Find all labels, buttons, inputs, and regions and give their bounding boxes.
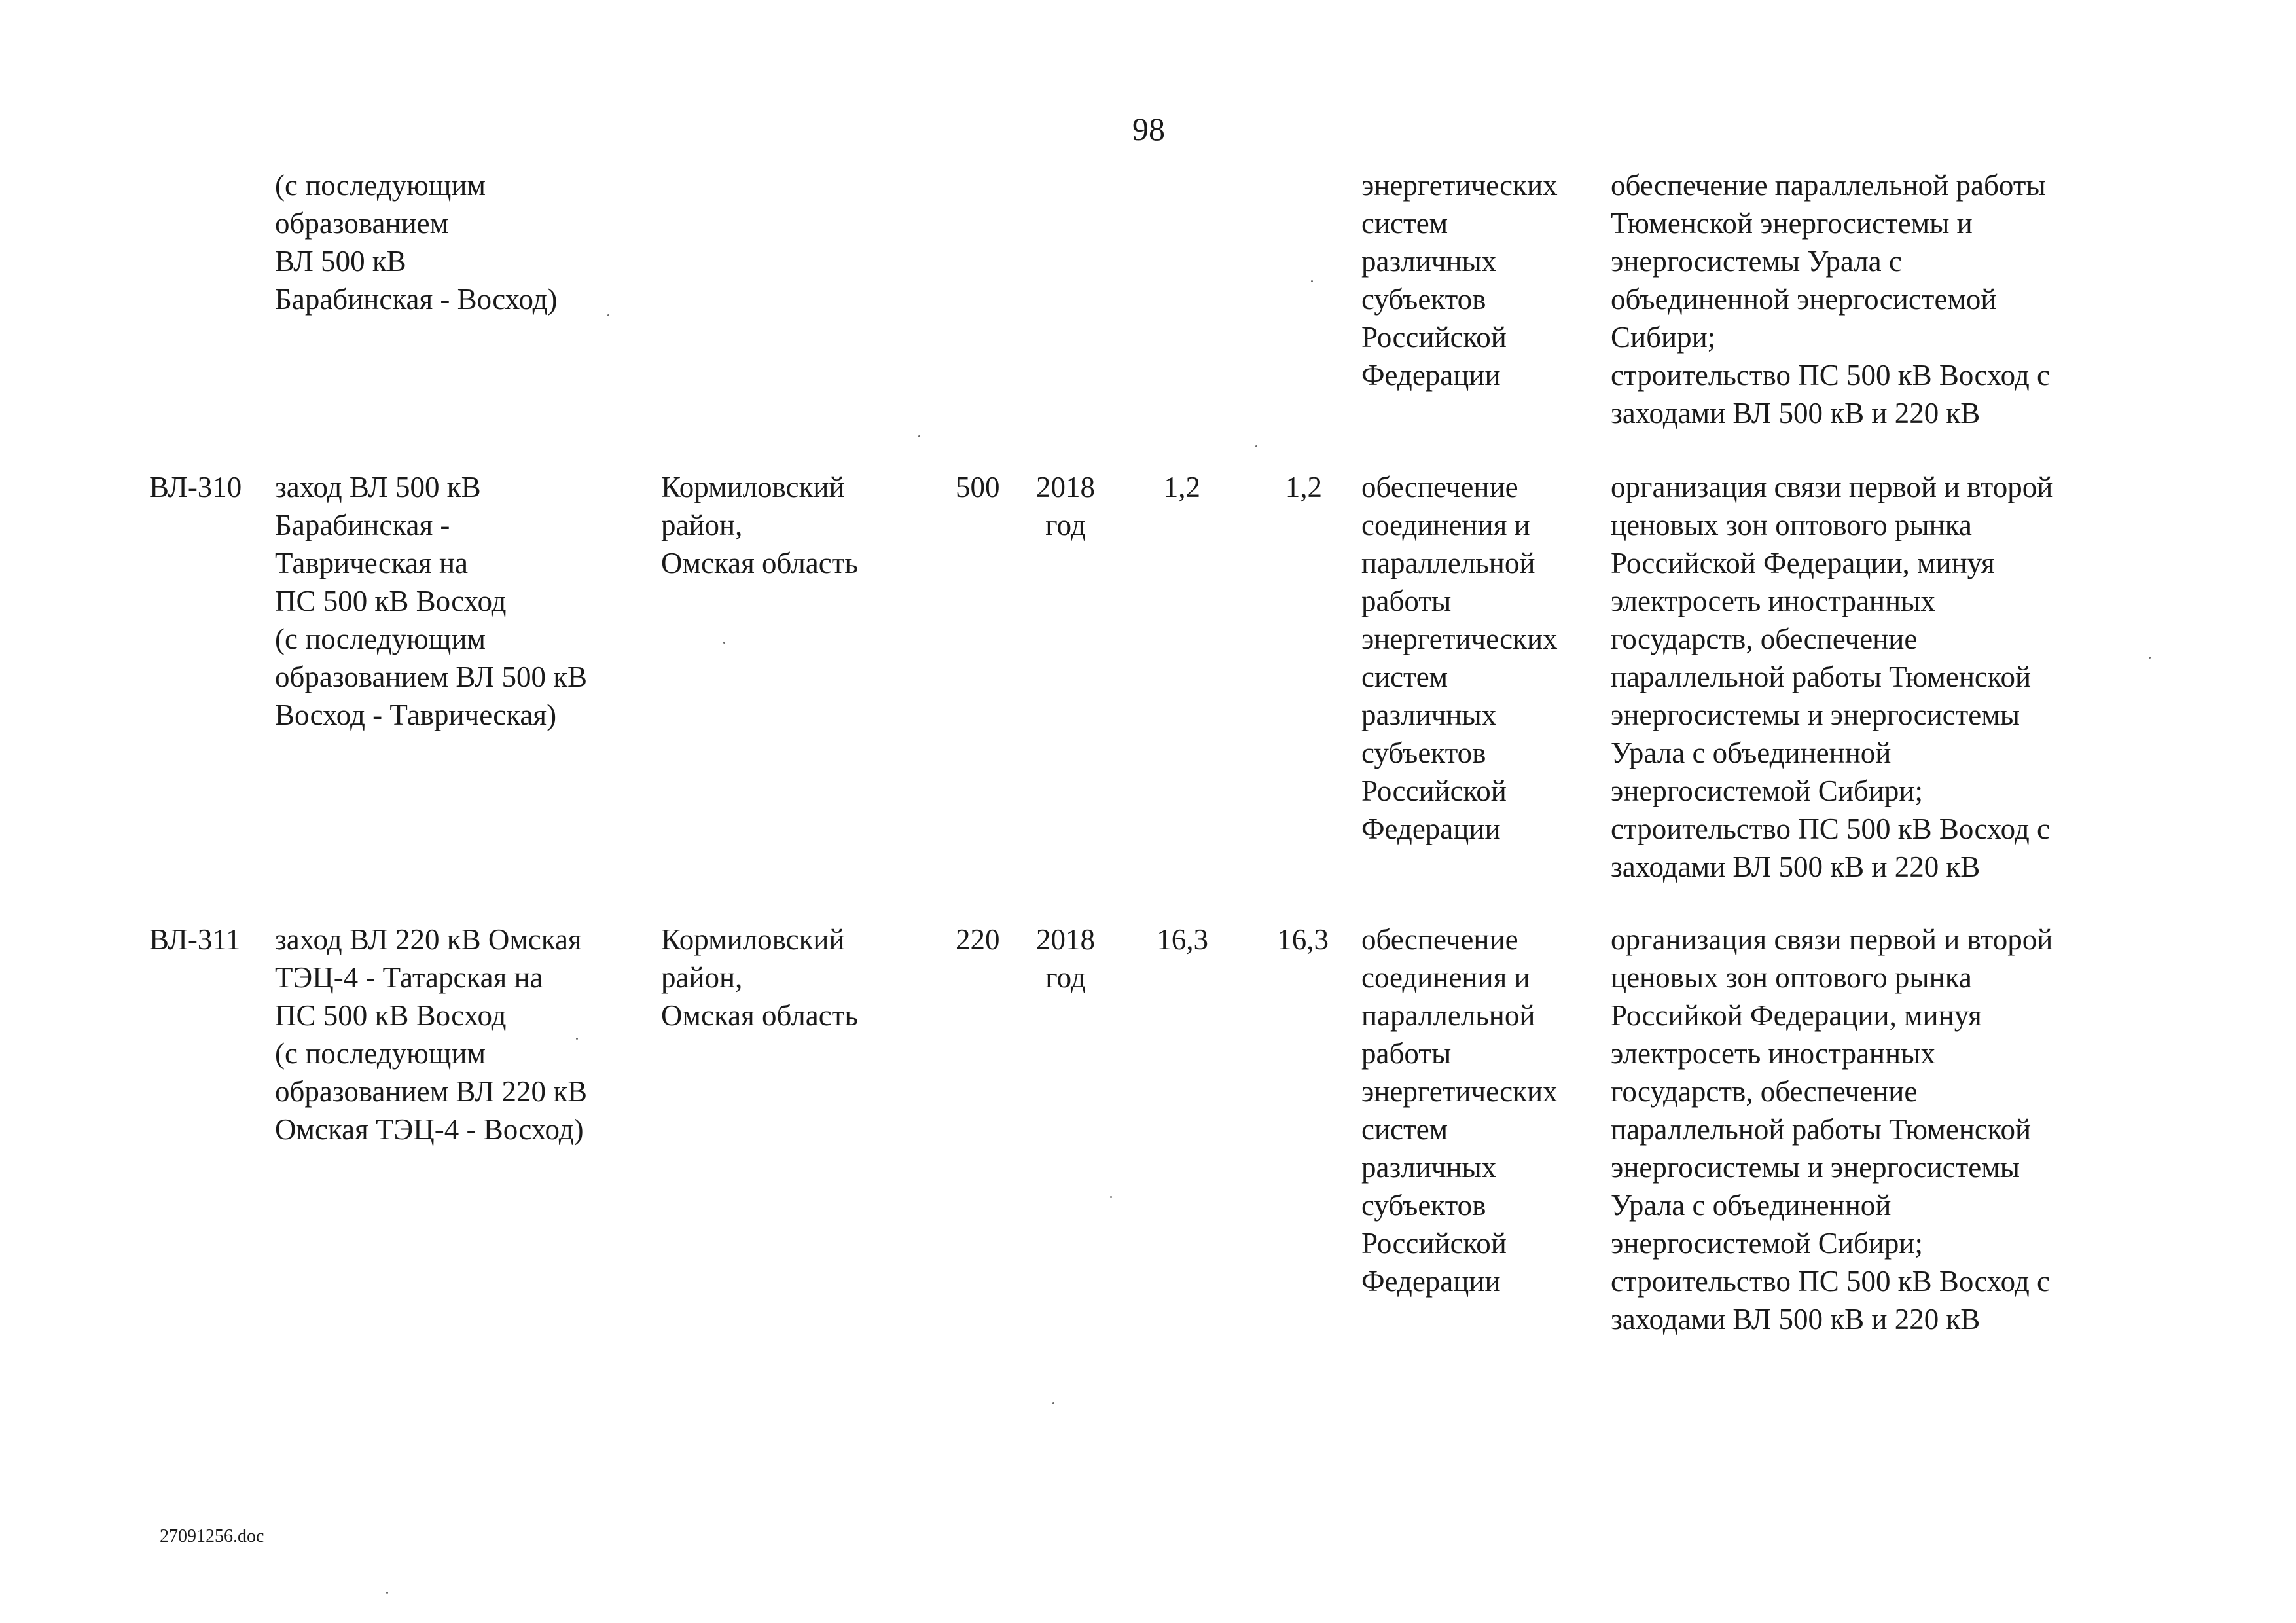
table-row-voltage: 220 [956, 923, 1000, 956]
scan-speck [1110, 1196, 1112, 1198]
table-row-justification: организация связи первой и второй ценовых зон оптового рынка Российской Федерации, минуя электросеть иностранных государств, обеспечение параллельной работы Тюменской энергосистемы и энергосистемы Урала с объединенной энергосистемой Сибири; строительство ПС 500 кВ Восход с заходами ВЛ 500 кВ и 220 кВ [1611, 471, 2053, 883]
table-row-code: ВЛ-311 [149, 923, 241, 956]
continuation-justification: обеспечение параллельной работы Тюменской энергосистемы и энергосистемы Урала с объединенной энергосистемой Сибири; строительство ПС 500 кВ Восход с заходами ВЛ 500 кВ и 220 кВ [1611, 169, 2050, 429]
table-row-length-b: 1,2 [1285, 471, 1322, 503]
table-row-purpose: обеспечение соединения и параллельной работы энергетических систем различных субъектов Российской Федерации [1361, 923, 1558, 1298]
table-row-length-a: 16,3 [1157, 923, 1208, 956]
table-row-name: заход ВЛ 500 кВ Барабинская - Таврическая на ПС 500 кВ Восход (с последующим образованием ВЛ 500 кВ Восход - Таврическая) [275, 471, 588, 731]
scan-speck [1255, 445, 1257, 447]
continuation-purpose: энергетических систем различных субъектов Российской Федерации [1361, 169, 1558, 392]
continuation-name: (с последующим образованием ВЛ 500 кВ Барабинская - Восход) [275, 169, 558, 316]
document-code: 27091256.doc [160, 1526, 264, 1546]
scan-speck [576, 1038, 578, 1040]
table-row-justification: организация связи первой и второй ценовых зон оптового рынка Российкой Федерации, минуя электросеть иностранных государств, обеспечение параллельной работы Тюменской энергосистемы и энергосистемы Урала с объединенной энергосистемой Сибири; строительство ПС 500 кВ Восход с заходами ВЛ 500 кВ и 220 кВ [1611, 923, 2053, 1336]
scan-speck [918, 435, 920, 437]
table-row-voltage: 500 [956, 471, 1000, 503]
table-row-name: заход ВЛ 220 кВ Омская ТЭЦ-4 - Татарская на ПС 500 кВ Восход (с последующим образованием ВЛ 220 кВ Омская ТЭЦ-4 - Восход) [275, 923, 588, 1146]
scan-speck [2149, 657, 2151, 659]
table-row-location: Кормиловский район, Омская область [661, 471, 858, 579]
scan-speck [1052, 1402, 1054, 1404]
table-row-code: ВЛ-310 [149, 471, 242, 503]
table-row-year: 2018 год [1036, 471, 1095, 541]
table-row-purpose: обеспечение соединения и параллельной работы энергетических систем различных субъектов Российской Федерации [1361, 471, 1558, 845]
scan-speck [607, 314, 609, 316]
scan-speck [1311, 280, 1313, 282]
table-row-location: Кормиловский район, Омская область [661, 923, 858, 1032]
table-row-year: 2018 год [1036, 923, 1095, 994]
page-number: 98 [1132, 111, 1165, 147]
scan-speck [723, 642, 725, 644]
scan-speck [386, 1592, 388, 1594]
table-row-length-a: 1,2 [1163, 471, 1200, 503]
table-row-length-b: 16,3 [1277, 923, 1329, 956]
